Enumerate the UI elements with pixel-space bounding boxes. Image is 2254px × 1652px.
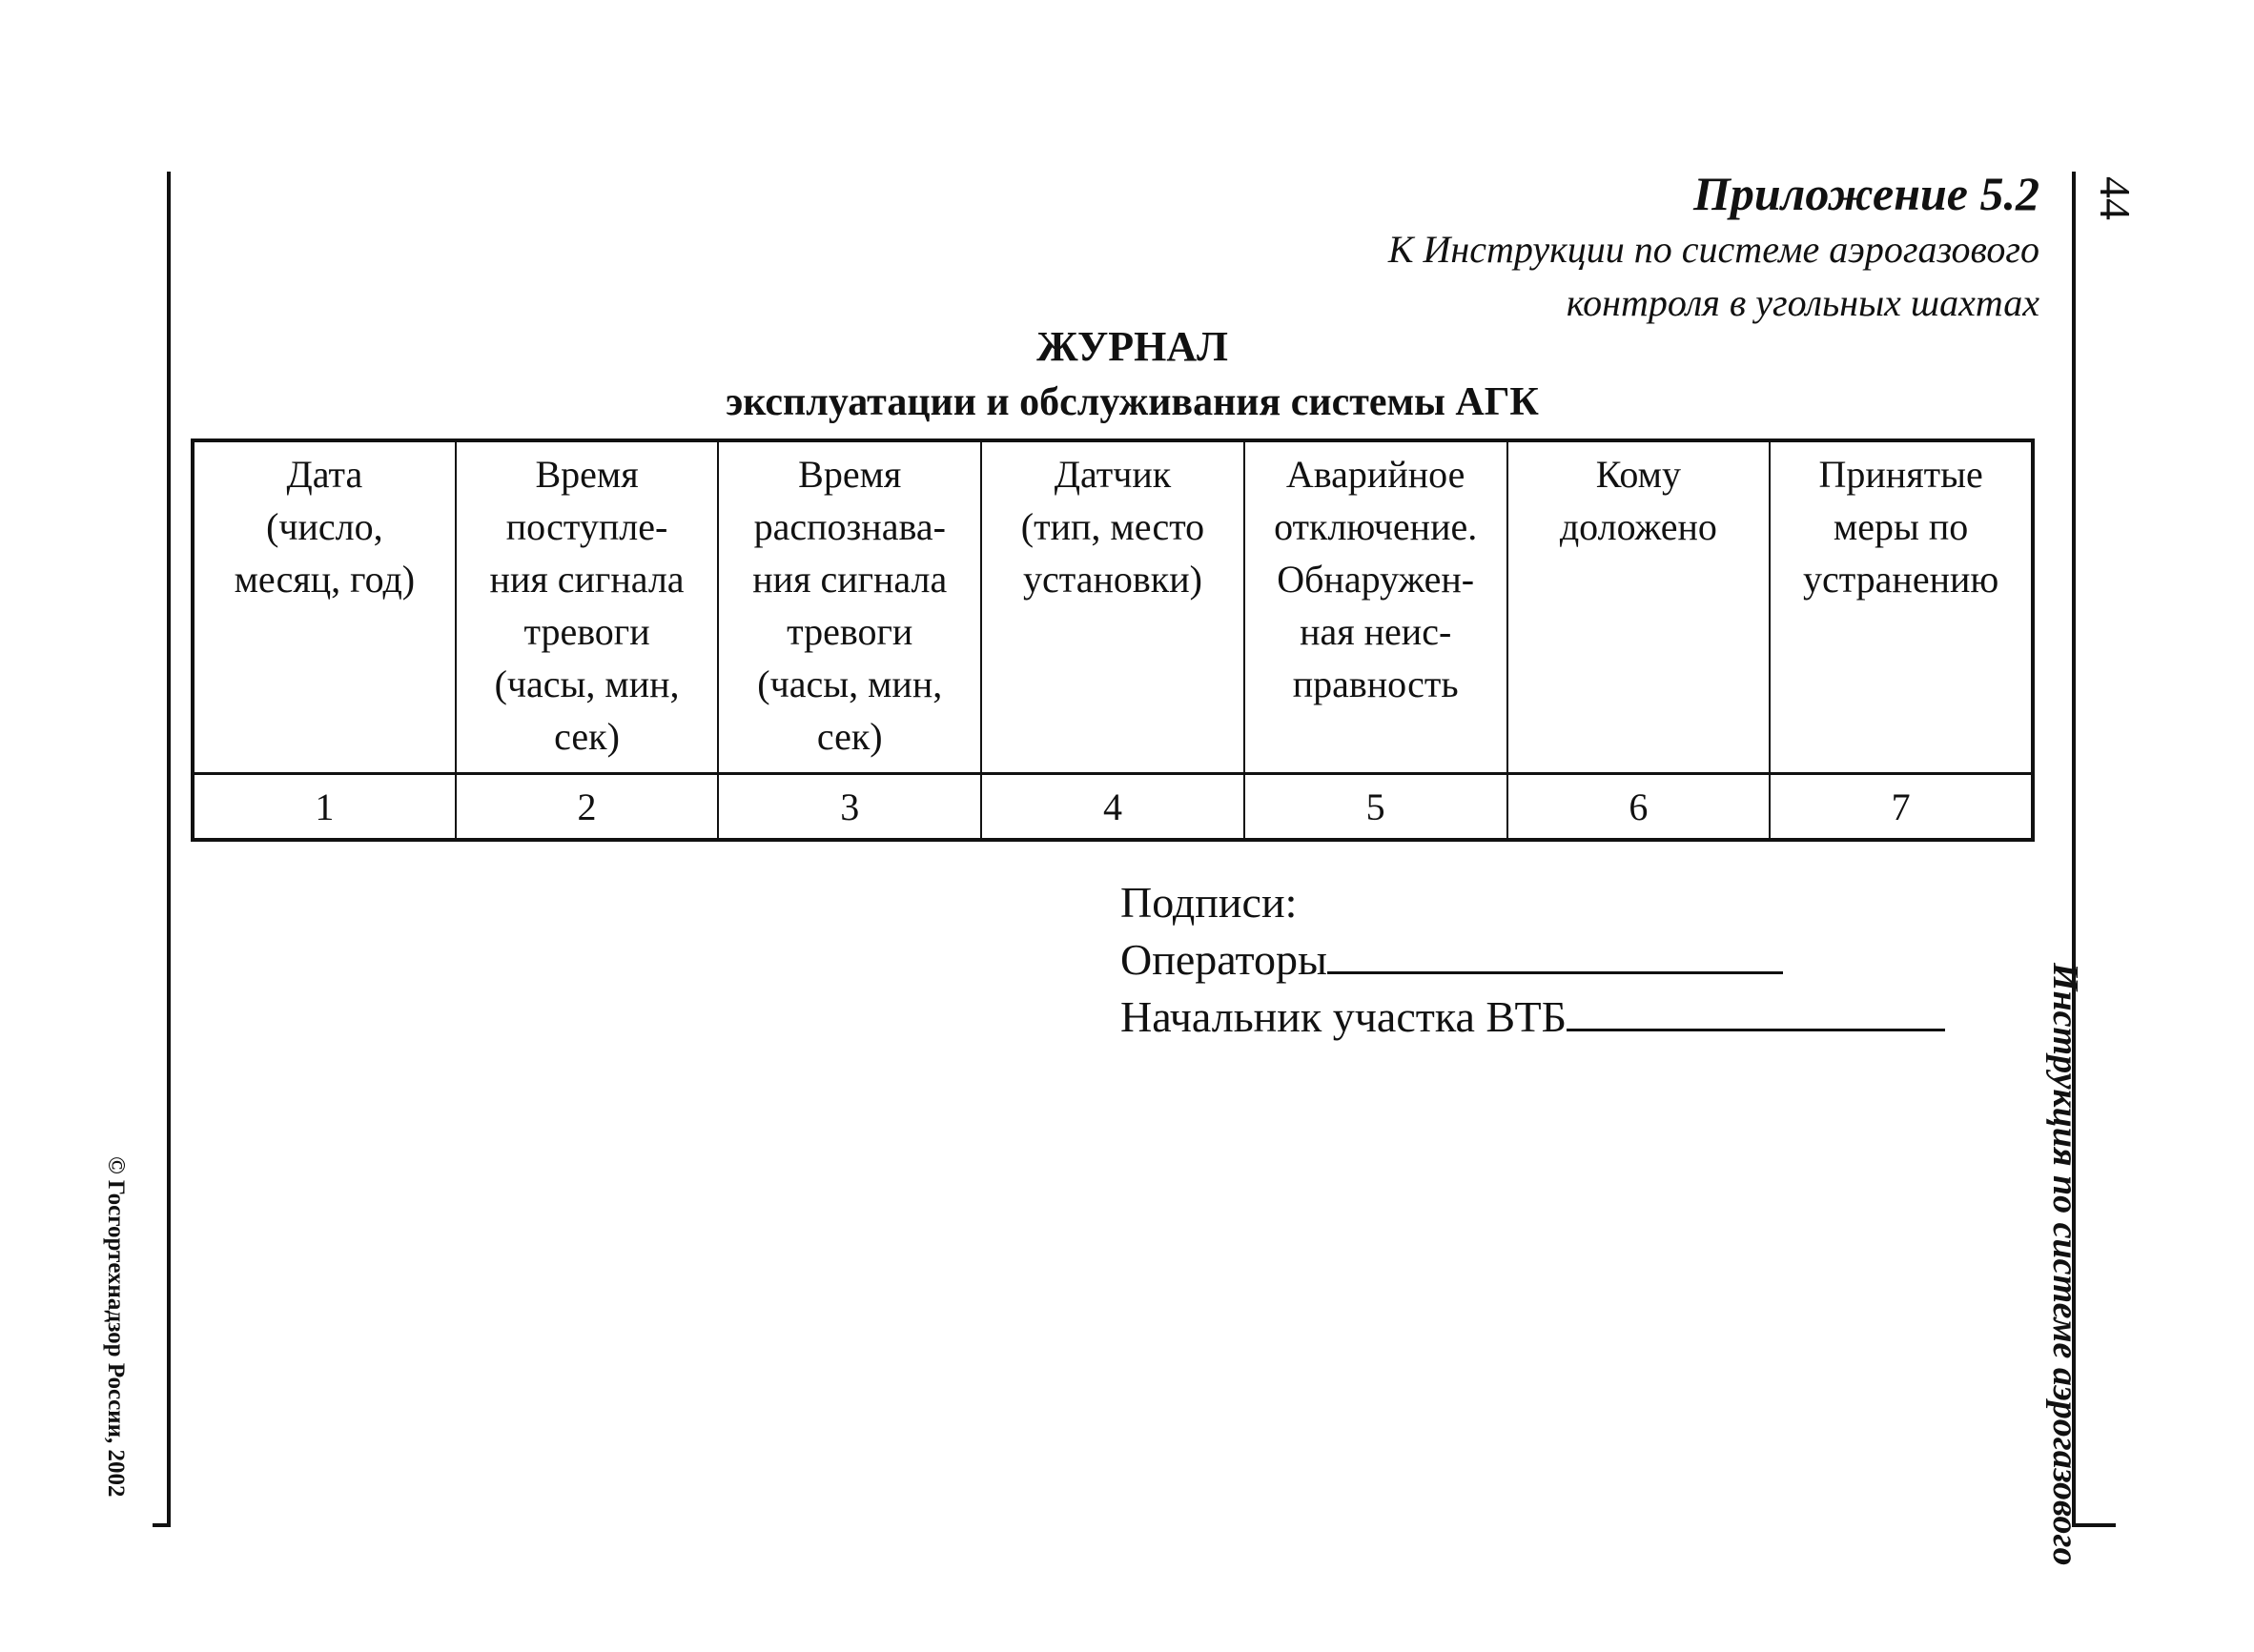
header-text: ния сигнала [752, 558, 948, 601]
signatures-label: Подписи: [1120, 878, 1298, 927]
left-margin-rule [167, 172, 171, 1525]
header-text: отключение. [1274, 505, 1478, 548]
operators-signature-row [1120, 929, 1945, 987]
column-header-signal-arrival-time [456, 440, 719, 774]
journal-title: ЖУРНАЛ [1036, 323, 1228, 370]
operators-label: Операторы [1120, 935, 1327, 984]
header-text: ная неис- [1300, 610, 1452, 653]
copyright-notice: © Госгортехнадзор России, 2002 [103, 1156, 129, 1498]
header-text: тревоги [787, 610, 913, 653]
chief-signature-line [1567, 987, 1945, 1031]
header-text: поступле- [505, 505, 668, 548]
appendix-header [1388, 164, 2039, 330]
column-number: 5 [1244, 774, 1507, 841]
page-number: 44 [2091, 176, 2140, 220]
header-text: ния сигнала [489, 558, 685, 601]
column-number: 7 [1770, 774, 2033, 841]
operators-signature-line [1327, 929, 1783, 974]
header-text: (тип, место [1020, 505, 1205, 548]
header-text: (часы, мин, [757, 663, 943, 705]
header-text: Кому [1595, 453, 1681, 496]
appendix-reference-line-2: контроля в угольных шахтах [1566, 281, 2039, 324]
header-text: распознава- [753, 505, 946, 548]
signatures-block [1120, 875, 1945, 1044]
left-margin-rule-tick [153, 1523, 171, 1527]
column-header-reported-to [1507, 440, 1771, 774]
column-number-row [193, 774, 2033, 841]
column-header-signal-recognition-time [718, 440, 981, 774]
header-text: тревоги [523, 610, 650, 653]
side-running-title: Инструкция по системе аэрогазового [2045, 963, 2085, 1566]
header-text: Время [798, 453, 902, 496]
appendix-reference-line-1: К Инструкции по системе аэрогазового [1387, 228, 2039, 271]
header-text: сек) [554, 715, 620, 758]
header-text: Дата [286, 453, 363, 496]
header-text: Датчик [1054, 453, 1172, 496]
header-text: Аварийное [1285, 453, 1465, 496]
column-number: 1 [193, 774, 456, 841]
column-header-sensor [981, 440, 1244, 774]
header-text: меры по [1833, 505, 1969, 548]
header-text: месяц, год) [234, 558, 416, 601]
header-text: (часы, мин, [494, 663, 680, 705]
header-text: доложено [1559, 505, 1717, 548]
chief-signature-row [1120, 987, 1945, 1044]
column-header-emergency-shutdown [1244, 440, 1507, 774]
appendix-title: Приложение 5.2 [1692, 167, 2039, 220]
journal-header-row [193, 440, 2033, 774]
header-text: (число, [266, 505, 383, 548]
header-text: правность [1292, 663, 1459, 705]
column-header-date [193, 440, 456, 774]
column-number: 4 [981, 774, 1244, 841]
column-header-measures-taken [1770, 440, 2033, 774]
header-text: сек) [816, 715, 883, 758]
column-number: 2 [456, 774, 719, 841]
header-text: установки) [1022, 558, 1202, 601]
chief-label: Начальник участка ВТБ [1120, 992, 1567, 1041]
header-text: Обнаружен- [1277, 558, 1475, 601]
journal-table [191, 438, 2035, 842]
header-text: Принятые [1818, 453, 1983, 496]
column-number: 6 [1507, 774, 1771, 841]
journal-subtitle: эксплуатации и обслуживания системы АГК [726, 380, 1539, 424]
column-number: 3 [718, 774, 981, 841]
header-text: Время [535, 453, 639, 496]
header-text: устранению [1802, 558, 1999, 601]
